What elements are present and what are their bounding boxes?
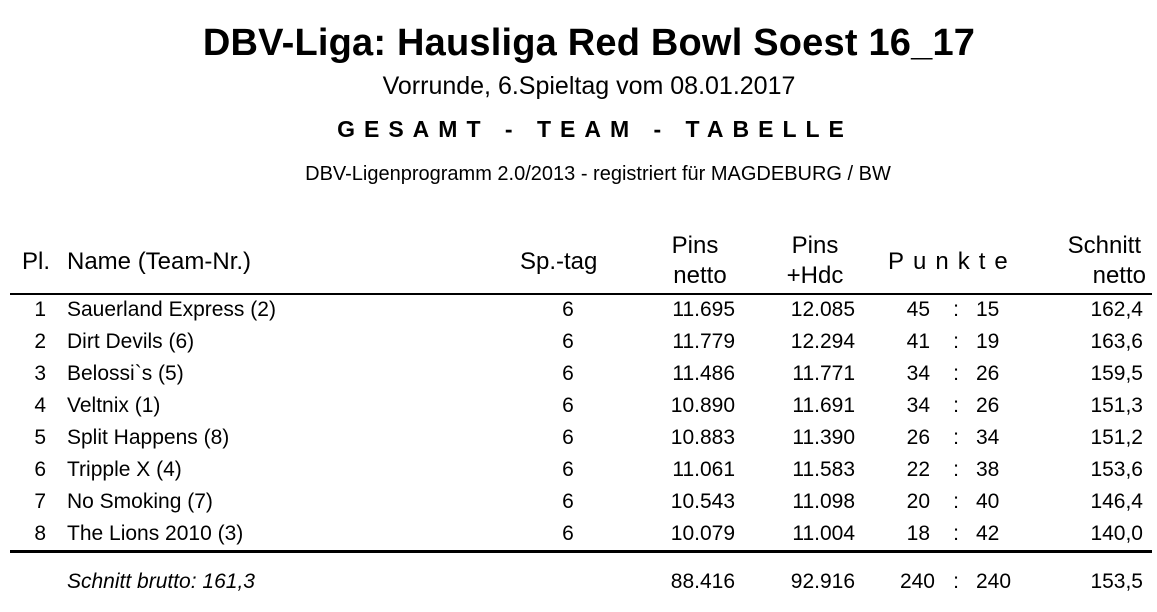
row-sptag: 6	[562, 522, 574, 545]
row-pins-netto: 10.883	[670, 426, 735, 449]
row-pl: 3	[34, 362, 46, 385]
row-points-for: 34	[906, 362, 930, 385]
row-points-against: 40	[976, 490, 1000, 513]
row-schnitt: 151,3	[1090, 394, 1143, 417]
header-pins-netto-1: Pins	[671, 232, 719, 259]
row-pins-netto: 10.079	[670, 522, 735, 545]
row-pl: 1	[34, 298, 46, 321]
row-pins-hdc: 12.294	[790, 330, 855, 353]
row-points-for: 41	[906, 330, 930, 353]
row-points-for: 45	[906, 298, 930, 321]
header-punkte: Punkte	[888, 248, 1017, 275]
row-pl: 4	[34, 394, 46, 417]
row-points-separator: :	[953, 394, 959, 417]
row-schnitt: 151,2	[1090, 426, 1143, 449]
row-schnitt: 146,4	[1090, 490, 1143, 513]
row-points-against: 38	[976, 458, 1000, 481]
program-info: DBV-Ligenprogramm 2.0/2013 - registriert für MAGDEBURG / BW	[305, 163, 891, 185]
row-points-against: 42	[976, 522, 1000, 545]
row-schnitt: 153,6	[1090, 458, 1143, 481]
totals-points-against: 240	[976, 570, 1012, 593]
row-pins-hdc: 11.098	[792, 490, 855, 513]
row-points-separator: :	[953, 522, 959, 545]
row-points-against: 26	[976, 362, 1000, 385]
row-points-against: 26	[976, 394, 1000, 417]
row-points-separator: :	[953, 490, 959, 513]
row-pins-netto: 11.061	[672, 458, 735, 481]
totals-label: Schnitt brutto: 161,3	[67, 570, 255, 593]
row-sptag: 6	[562, 394, 574, 417]
row-points-for: 22	[906, 458, 930, 481]
row-points-against: 34	[976, 426, 1000, 449]
totals-points-separator: :	[953, 570, 959, 593]
totals-pins-netto: 88.416	[670, 570, 735, 593]
row-team-name: Split Happens (8)	[67, 426, 230, 449]
row-team-name: Tripple X (4)	[67, 458, 182, 481]
row-team-name: Veltnix (1)	[67, 394, 161, 417]
row-points-separator: :	[953, 298, 959, 321]
row-pins-hdc: 11.771	[792, 362, 855, 385]
header-sptag: Sp.-tag	[520, 248, 598, 275]
row-points-separator: :	[953, 458, 959, 481]
row-pins-hdc: 12.085	[790, 298, 855, 321]
header-divider	[10, 293, 1152, 295]
row-sptag: 6	[562, 490, 574, 513]
row-pins-netto: 11.695	[672, 298, 735, 321]
row-team-name: Belossi`s (5)	[67, 362, 184, 385]
row-pl: 6	[34, 458, 46, 481]
row-sptag: 6	[562, 362, 574, 385]
row-pins-hdc: 11.004	[792, 522, 855, 545]
header-pins-netto-2: netto	[673, 262, 727, 289]
row-sptag: 6	[562, 330, 574, 353]
row-points-for: 26	[906, 426, 930, 449]
row-points-for: 20	[906, 490, 930, 513]
row-pins-netto: 11.779	[672, 330, 735, 353]
totals-schnitt: 153,5	[1090, 570, 1143, 593]
row-pins-hdc: 11.691	[792, 394, 855, 417]
row-team-name: The Lions 2010 (3)	[67, 522, 244, 545]
row-pl: 7	[34, 490, 46, 513]
header-pins-hdc-2: +Hdc	[786, 262, 844, 289]
row-schnitt: 162,4	[1090, 298, 1143, 321]
header-name: Name (Team-Nr.)	[67, 248, 252, 275]
totals-divider	[10, 550, 1152, 553]
header-pins-hdc-1: Pins	[791, 232, 839, 259]
row-pins-netto: 10.543	[670, 490, 735, 513]
row-sptag: 6	[562, 426, 574, 449]
row-team-name: Sauerland Express (2)	[67, 298, 276, 321]
row-sptag: 6	[562, 458, 574, 481]
row-points-against: 19	[976, 330, 1000, 353]
header-pl: Pl.	[22, 248, 51, 275]
row-points-separator: :	[953, 426, 959, 449]
row-pins-hdc: 11.583	[792, 458, 855, 481]
row-pl: 8	[34, 522, 46, 545]
header-schnitt-1: Schnitt	[1067, 232, 1141, 259]
row-team-name: Dirt Devils (6)	[67, 330, 195, 353]
page-title: DBV-Liga: Hausliga Red Bowl Soest 16_17	[202, 22, 976, 64]
header-schnitt-2: netto	[1092, 262, 1146, 289]
row-points-separator: :	[953, 330, 959, 353]
row-schnitt: 159,5	[1090, 362, 1143, 385]
row-points-against: 15	[976, 298, 1000, 321]
row-pins-netto: 10.890	[670, 394, 735, 417]
row-pl: 2	[34, 330, 46, 353]
row-schnitt: 140,0	[1090, 522, 1143, 545]
row-team-name: No Smoking (7)	[67, 490, 213, 513]
row-points-for: 18	[906, 522, 930, 545]
row-pins-netto: 11.486	[672, 362, 735, 385]
row-points-separator: :	[953, 362, 959, 385]
row-schnitt: 163,6	[1090, 330, 1143, 353]
row-sptag: 6	[562, 298, 574, 321]
row-pl: 5	[34, 426, 46, 449]
row-pins-hdc: 11.390	[792, 426, 855, 449]
totals-points-for: 240	[899, 570, 935, 593]
table-heading: GESAMT - TEAM - TABELLE	[337, 116, 853, 142]
page-subtitle: Vorrunde, 6.Spieltag vom 08.01.2017	[382, 72, 796, 100]
row-points-for: 34	[906, 394, 930, 417]
totals-pins-hdc: 92.916	[790, 570, 855, 593]
